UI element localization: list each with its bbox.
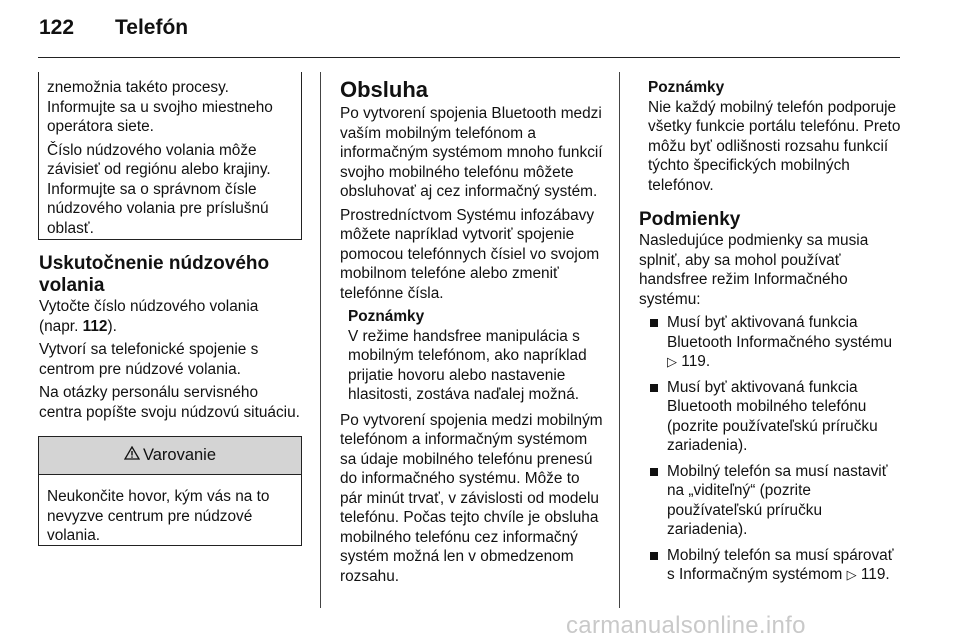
bullet-square-icon	[650, 319, 658, 327]
emergency-number: 112	[82, 317, 108, 335]
paragraph-dial: Vytočte číslo núdzového volania (napr. 112).	[39, 298, 259, 335]
section-heading-emergency: Uskutočnenie núdzového volania	[39, 253, 270, 296]
page-ref-arrow-icon: ▷	[846, 567, 857, 582]
bullet-square-icon	[650, 384, 658, 392]
info-box	[38, 72, 302, 240]
list-item: Musí byť aktivovaná funkcia Bluetooth mobilného telefónu (pozrite používateľskú príručku zariadenia).	[639, 378, 903, 456]
watermark: carmanualsonline.info	[566, 612, 806, 639]
page-ref: 119.	[860, 566, 890, 583]
note-title: Poznámky	[348, 308, 425, 325]
conditions-list	[639, 313, 903, 585]
section-heading-conditions: Podmienky	[639, 209, 741, 230]
paragraph-questions: Na otázky personálu servisného centra popíšte svoju núdzovú situáciu.	[39, 384, 300, 421]
warning-triangle-icon	[124, 446, 140, 466]
bullet-square-icon	[650, 468, 658, 476]
list-item: Mobilný telefón sa musí spárovať s Informačným systémom ▷ 119.	[639, 546, 903, 585]
info-box-text-1: znemožnia takéto procesy. Informujte sa u svojho miestneho operátora siete.	[47, 79, 273, 135]
paragraph-conditions-intro: Nasledujúce podmienky sa musia splniť, aby sa mohol používať handsfree režim Informačného systému:	[639, 232, 869, 308]
column-2	[340, 78, 605, 590]
column-divider-1	[320, 72, 321, 608]
note-text: Nie každý mobilný telefón podporuje všetky funkcie portálu telefónu. Preto môžu byť odlišnosti rozsahu funkcií týchto špecifických mobilných telefónov.	[648, 98, 901, 194]
page-ref: 119.	[681, 353, 711, 370]
note-handsfree	[340, 307, 605, 405]
list-item: Musí byť aktivovaná funkcia Bluetooth Informačného systému ▷ 119.	[639, 313, 903, 372]
bullet-square-icon	[650, 552, 658, 560]
page-number: 122	[39, 16, 75, 39]
note-support	[648, 78, 903, 195]
paragraph-operation-2: Prostredníctvom Systému infozábavy môžete napríklad vytvoriť spojenie pomocou telefónnych čísiel vo svojom mobilnom telefóne alebo zmeniť telefónne čísla.	[340, 206, 600, 302]
header-rule	[38, 57, 900, 58]
note-title: Poznámky	[648, 79, 725, 96]
column-divider-2	[619, 72, 620, 608]
warning-title: Varovanie	[142, 445, 217, 464]
paragraph-operation-3: Po vytvorení spojenia medzi mobilným telefónom a informačným systémom sa údaje mobilného telefónu prenesú do informačného systému. Môže to pár minút trvať, v závislosti od modelu telefónu. Počas tejto chvíle je obsluha mobilného telefónu cez informačný systém možná len v obmedzenom rozsahu.	[340, 411, 603, 585]
column-1	[39, 253, 301, 426]
page-ref-arrow-icon: ▷	[667, 354, 677, 369]
page-title: Telefón	[115, 16, 189, 39]
list-item: Mobilný telefón sa musí nastaviť na „viditeľný“ (pozrite používateľskú príručku zariadenia).	[639, 462, 903, 540]
warning-text: Neukončite hovor, kým vás na to nevyzve centrum pre núdzové volania.	[47, 488, 270, 544]
warning-box	[38, 436, 302, 546]
paragraph-connection: Vytvorí sa telefonické spojenie s centrom pre núdzové volania.	[39, 341, 259, 378]
note-text: V režime handsfree manipulácia s mobilným telefónom, ako napríklad prijatie hovoru alebo nastavenie hlasitosti, zostáva naďalej možná.	[348, 327, 587, 403]
paragraph-operation-1: Po vytvorení spojenia Bluetooth medzi vaším mobilným telefónom a informačným systémom mnoho funkcií svojho mobilného telefónu môžete obsluhovať aj cez informačný systém.	[340, 105, 603, 200]
section-heading-operation: Obsluha	[340, 77, 429, 102]
warning-header	[39, 437, 301, 475]
column-3	[639, 78, 903, 591]
info-box-text-2: Číslo núdzového volania môže závisieť od regiónu alebo krajiny. Informujte sa o správnom čísle núdzového volania pre príslušnú oblasť.	[47, 141, 271, 237]
